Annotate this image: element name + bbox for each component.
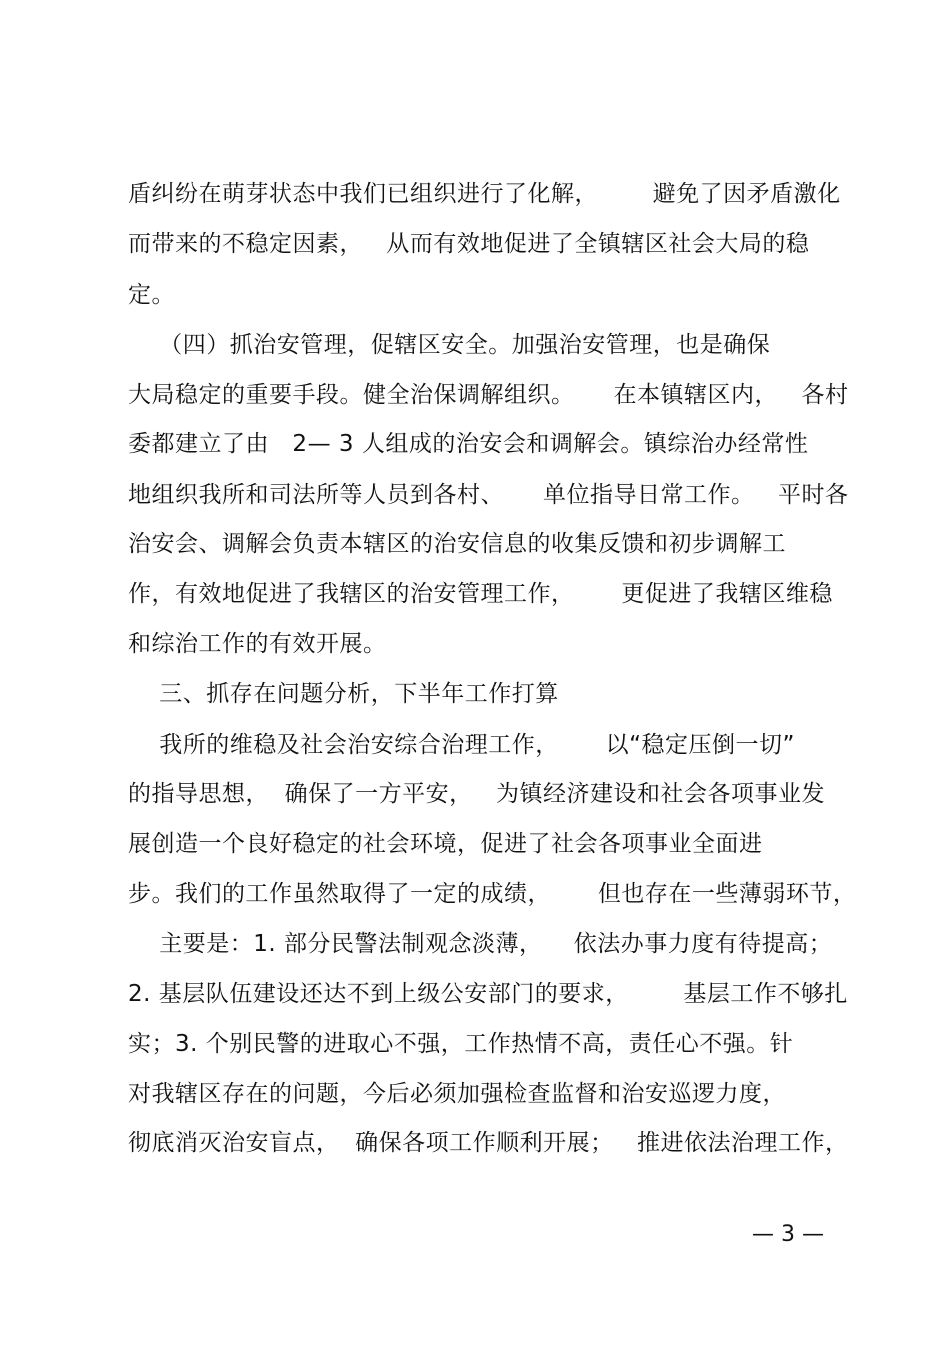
- text-line: 委都建立了由 2— 3 人组成的治安会和调解会。镇综治办经常性: [128, 431, 809, 457]
- text-line: 和综治工作的有效开展。: [128, 631, 387, 657]
- text-line: 的指导思想， 确保了一方平安， 为镇经济建设和社会各项事业发: [128, 781, 826, 807]
- text-line: 2. 基层队伍建设还达不到上级公安部门的要求， 基层工作不够扎: [128, 981, 848, 1007]
- text-line: 实；3. 个别民警的进取心不强，工作热情不高，责任心不强。针: [128, 1031, 794, 1057]
- section-heading: 三、抓存在问题分析，下半年工作打算: [128, 681, 559, 707]
- text-line: 定。: [128, 282, 175, 308]
- text-line: 大局稳定的重要手段。健全治保调解组织。 在本镇辖区内， 各村: [128, 382, 849, 408]
- text-line: 地组织我所和司法所等人员到各村、 单位指导日常工作。 平时各: [128, 482, 849, 508]
- page-number: — 3 —: [752, 1222, 824, 1247]
- text-line: 彻底消灭治安盲点， 确保各项工作顺利开展； 推进依法治理工作，: [128, 1130, 849, 1156]
- text-line: 主要是：1. 部分民警法制观念淡薄， 依法办事力度有待提高；: [128, 931, 833, 957]
- text-line: 治安会、调解会负责本辖区的治安信息的收集反馈和初步调解工: [128, 531, 786, 557]
- text-line: 我所的维稳及社会治安综合治理工作， 以“稳定压倒一切”: [128, 732, 795, 758]
- text-line: 展创造一个良好稳定的社会环境，促进了社会各项事业全面进: [128, 831, 763, 857]
- text-line: 盾纠纷在萌芽状态中我们已组织进行了化解， 避免了因矛盾激化: [128, 181, 841, 207]
- text-line: 对我辖区存在的问题，今后必须加强检查监督和治安巡逻力度，: [128, 1081, 786, 1107]
- text-line: 而带来的不稳定因素， 从而有效地促进了全镇辖区社会大局的稳: [128, 231, 810, 257]
- text-line: （四）抓治安管理，促辖区安全。加强治安管理，也是确保: [128, 332, 771, 358]
- text-line: 作，有效地促进了我辖区的治安管理工作， 更促进了我辖区维稳: [128, 581, 833, 607]
- text-line: 步。我们的工作虽然取得了一定的成绩， 但也存在一些薄弱环节，: [128, 881, 857, 907]
